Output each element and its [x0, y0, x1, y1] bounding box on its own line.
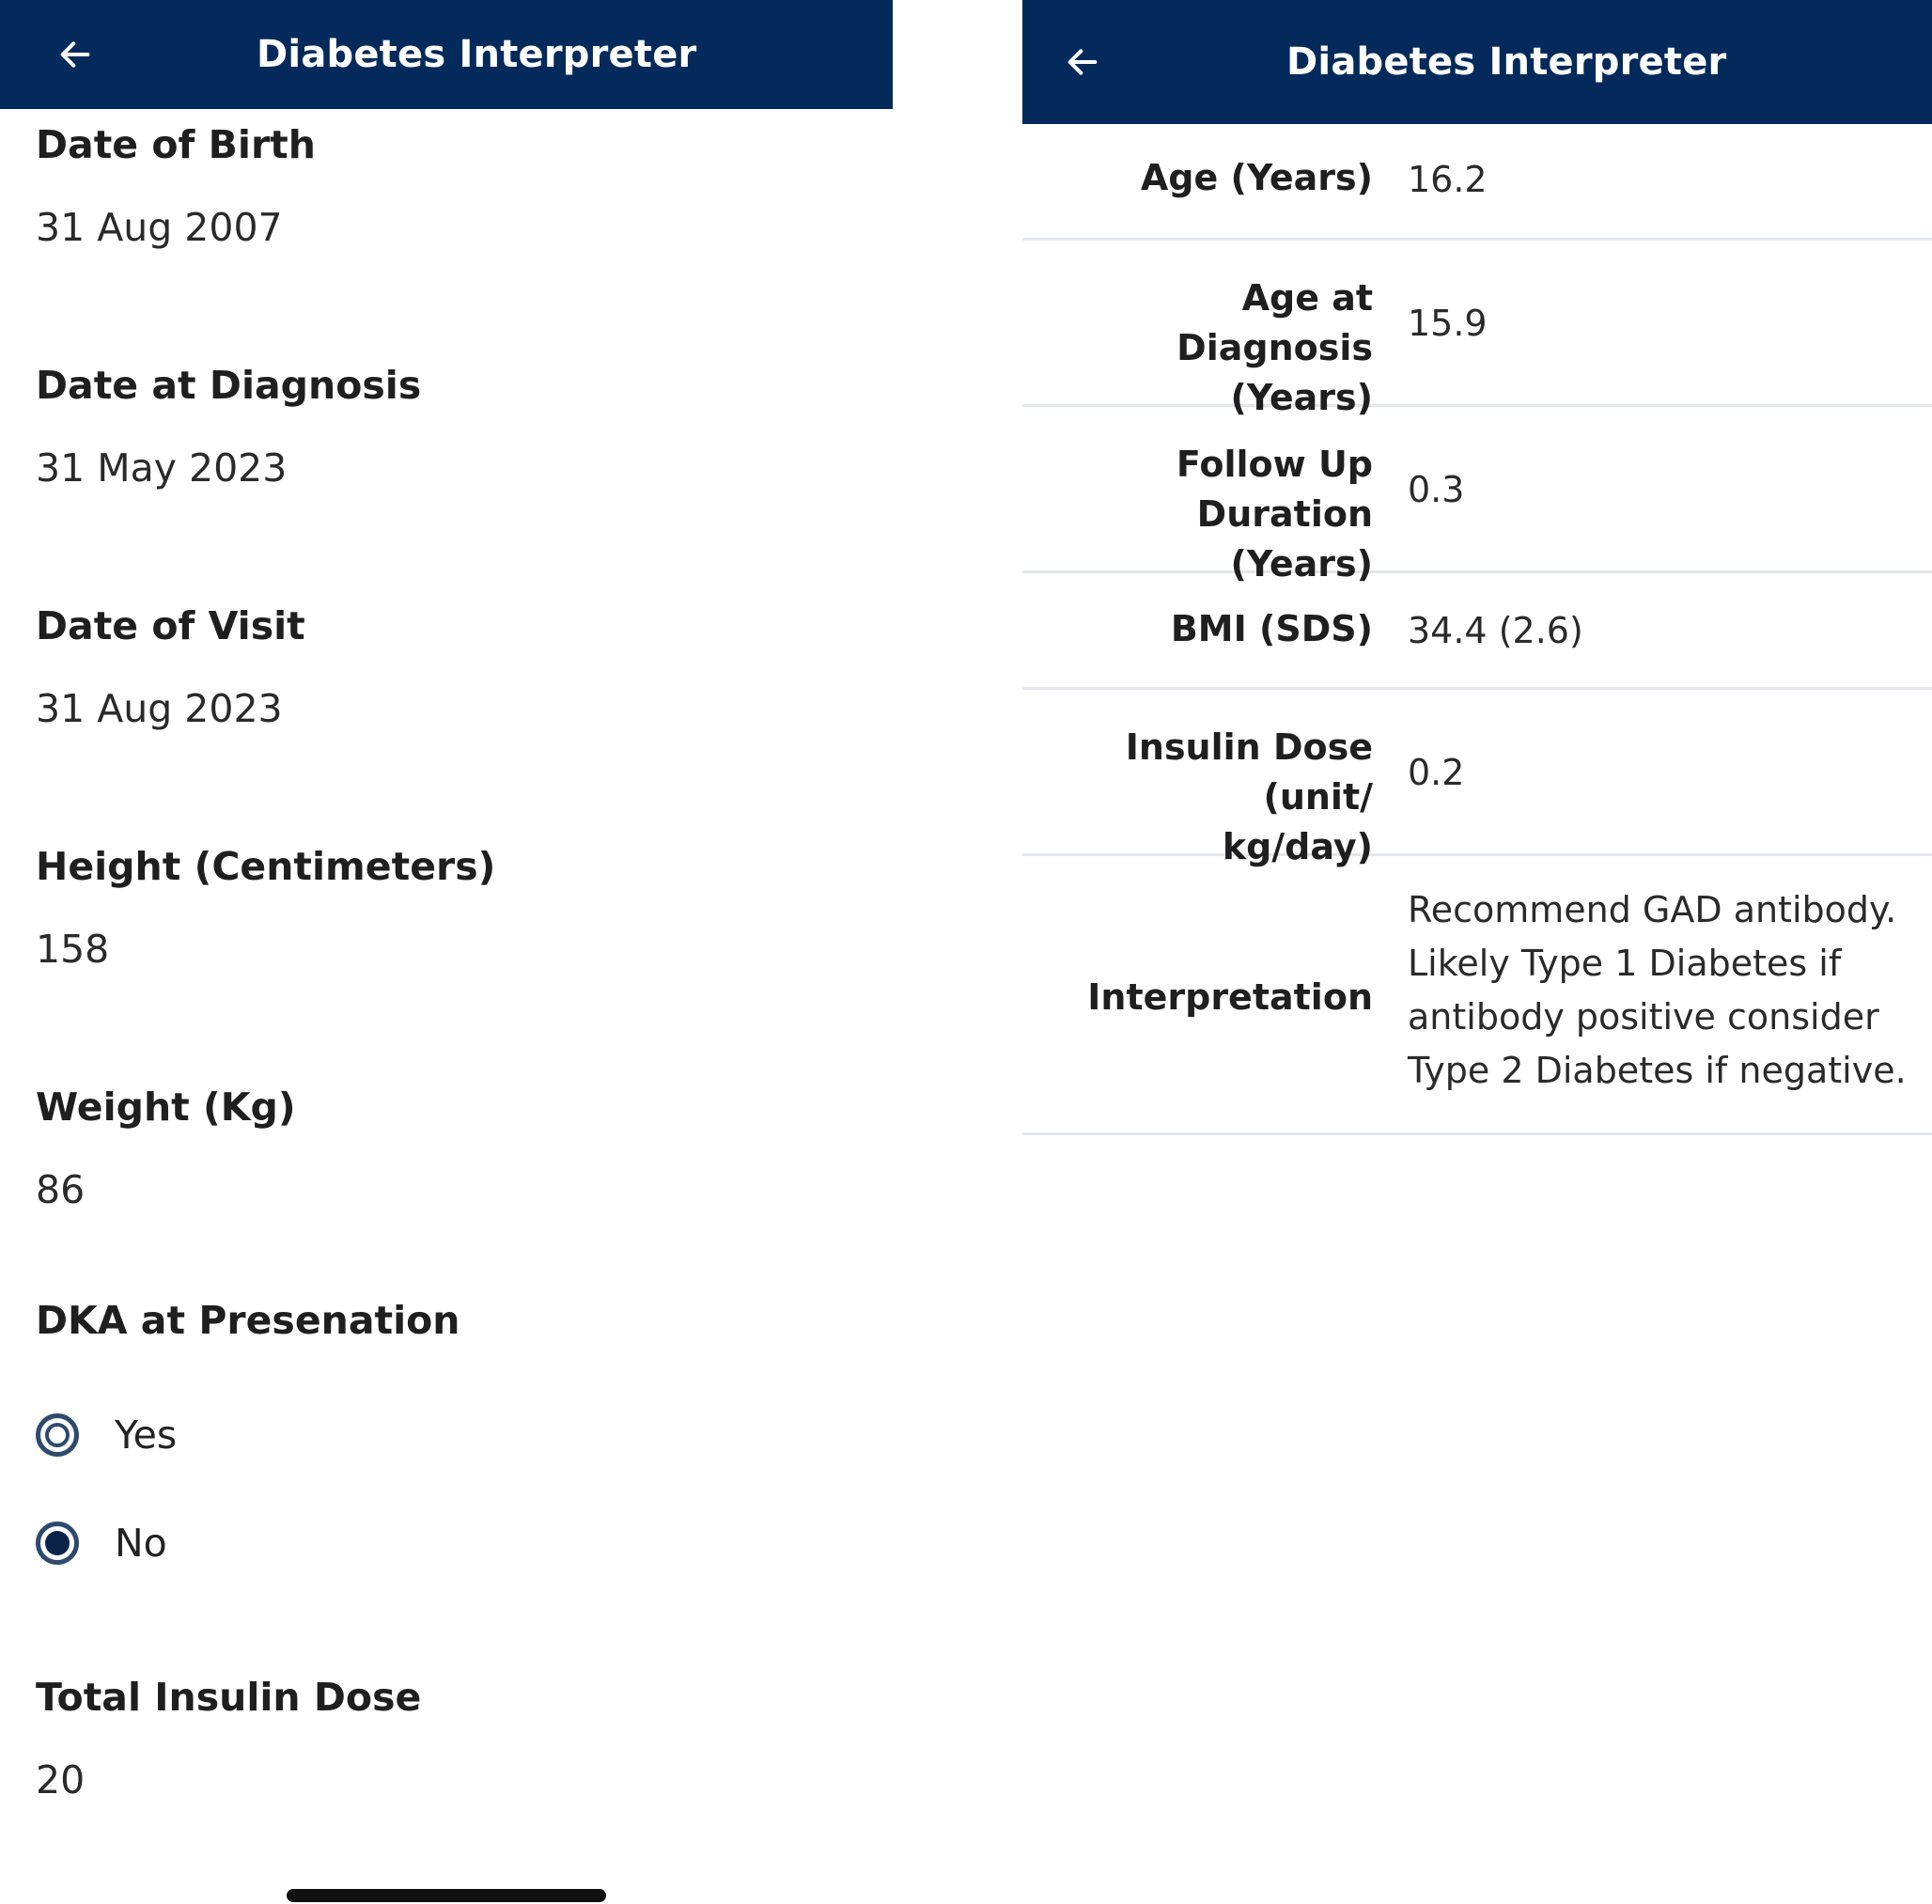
result-value: 16.2 — [1408, 159, 1488, 200]
date-at-diagnosis-value[interactable]: 31 May 2023 — [36, 445, 288, 491]
label-line: Follow Up Duration — [1176, 444, 1373, 535]
date-of-visit-value[interactable]: 31 Aug 2023 — [36, 686, 283, 731]
label-line: (Years) — [1230, 377, 1373, 418]
page-title: Diabetes Interpreter — [257, 33, 697, 76]
field-label: Weight (Kg) — [36, 1085, 296, 1130]
home-indicator[interactable] — [287, 1889, 606, 1902]
total-insulin-dose-value[interactable]: 20 — [36, 1757, 86, 1803]
result-row-age-at-diagnosis — [1022, 241, 1932, 418]
field-label: Date of Visit — [36, 603, 305, 648]
radio-selected-icon — [36, 1522, 79, 1565]
result-label — [1035, 273, 1373, 423]
result-value: 15.9 — [1408, 303, 1488, 344]
result-row-follow-up-duration — [1022, 407, 1932, 585]
app-header — [1022, 0, 1932, 124]
field-label: Date at Diagnosis — [36, 363, 422, 408]
field-label: Date of Birth — [36, 122, 316, 167]
label-line: Age at Diagnosis — [1176, 277, 1373, 368]
radio-label: No — [115, 1521, 167, 1566]
result-label: Interpretation — [1087, 976, 1373, 1018]
interpretation-line: Type 2 Diabetes if negative. — [1408, 1050, 1907, 1091]
label-line: kg/day) — [1222, 826, 1373, 867]
weight-value[interactable]: 86 — [36, 1167, 86, 1212]
back-button[interactable] — [23, 0, 127, 109]
result-value: 34.4 (2.6) — [1408, 610, 1583, 651]
interpretation-line: Likely Type 1 Diabetes if — [1408, 943, 1842, 984]
field-label: Height (Centimeters) — [36, 844, 496, 889]
radio-unselected-icon — [36, 1413, 79, 1457]
field-label: Total Insulin Dose — [36, 1675, 422, 1720]
dka-label: DKA at Presenation — [36, 1298, 460, 1343]
label-line: Insulin Dose (unit/ — [1125, 726, 1373, 818]
result-label: BMI (SDS) — [1170, 608, 1373, 649]
arrow-left-icon — [1064, 43, 1101, 81]
result-row-age — [1022, 124, 1932, 241]
result-row-insulin-dose — [1022, 690, 1932, 867]
interpretation-text — [1408, 883, 1920, 1098]
height-value[interactable]: 158 — [36, 927, 110, 972]
radio-label: Yes — [115, 1412, 178, 1458]
interpretation-line: Recommend GAD antibody. — [1408, 889, 1897, 930]
back-button[interactable] — [1031, 0, 1134, 124]
app-header — [0, 0, 893, 109]
date-of-birth-value[interactable]: 31 Aug 2007 — [36, 205, 283, 250]
interpretation-line: antibody positive consider — [1408, 996, 1879, 1038]
result-row-interpretation — [1022, 856, 1932, 1135]
result-value: 0.3 — [1408, 469, 1465, 510]
radio-option-no[interactable] — [36, 1521, 167, 1566]
arrow-left-icon — [56, 36, 94, 73]
result-label — [1035, 440, 1373, 589]
result-value: 0.2 — [1408, 752, 1465, 793]
label-line: (Years) — [1230, 543, 1373, 585]
result-label — [1035, 723, 1373, 872]
input-screen — [0, 0, 893, 1904]
result-row-bmi — [1022, 573, 1932, 690]
results-screen — [1022, 0, 1932, 1904]
result-label: Age (Years) — [1140, 157, 1373, 198]
radio-option-yes[interactable] — [36, 1412, 177, 1458]
page-title: Diabetes Interpreter — [1286, 40, 1727, 84]
